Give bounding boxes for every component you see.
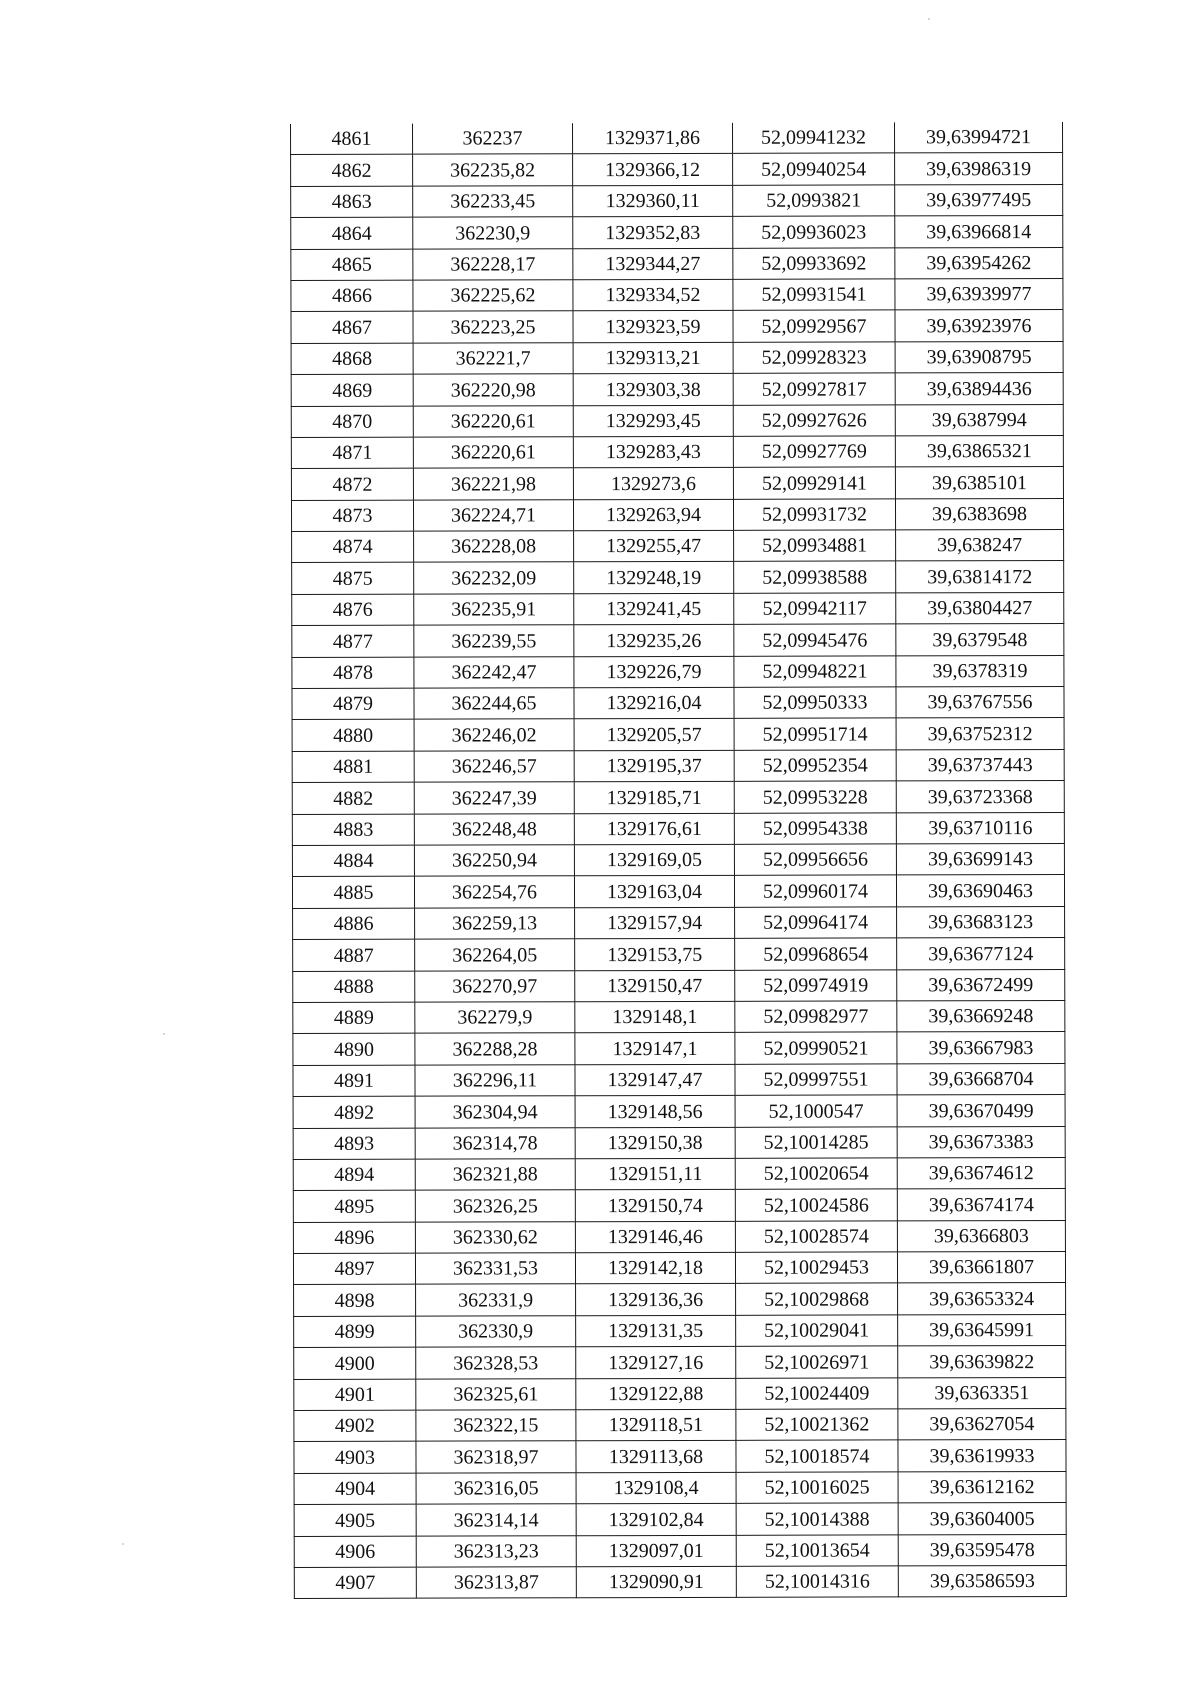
point-number-cell: 4887: [293, 939, 415, 971]
latitude-cell: 52,09931541: [733, 279, 895, 311]
longitude-cell: 39,63690463: [896, 875, 1064, 907]
coordinates-table: [290, 122, 1067, 1599]
x-coordinate-cell: 362220,98: [413, 374, 573, 406]
y-coordinate-cell: 1329148,56: [575, 1095, 735, 1127]
y-coordinate-cell: 1329146,46: [575, 1221, 735, 1253]
point-number-cell: 4881: [292, 751, 414, 783]
point-number-cell: 4905: [294, 1504, 416, 1536]
point-number-cell: 4888: [293, 971, 415, 1003]
longitude-cell: 39,63737443: [896, 749, 1064, 781]
table-row: [294, 1346, 1066, 1379]
point-number-cell: 4877: [292, 625, 414, 657]
latitude-cell: 52,10014388: [736, 1503, 898, 1535]
point-number-cell: 4875: [292, 563, 414, 595]
x-coordinate-cell: 362330,62: [415, 1221, 575, 1253]
latitude-cell: 52,09954338: [734, 813, 896, 845]
point-number-cell: 4862: [291, 155, 413, 187]
point-number-cell: 4893: [293, 1128, 415, 1160]
longitude-cell: 39,63723368: [896, 781, 1064, 813]
table-row: [294, 1565, 1066, 1598]
table-row: [294, 1377, 1066, 1410]
table-row: [293, 1126, 1065, 1159]
latitude-cell: 52,09956656: [734, 844, 896, 876]
longitude-cell: 39,63645991: [898, 1314, 1066, 1346]
point-number-cell: 4871: [291, 437, 413, 469]
table-row: [292, 655, 1064, 688]
latitude-cell: 52,10020654: [735, 1158, 897, 1190]
latitude-cell: 52,09940254: [733, 153, 895, 185]
longitude-cell: 39,63814172: [896, 561, 1064, 593]
y-coordinate-cell: 1329097,01: [576, 1535, 736, 1567]
latitude-cell: 52,09931732: [733, 499, 895, 531]
x-coordinate-cell: 362313,23: [416, 1535, 576, 1567]
point-number-cell: 4884: [292, 845, 414, 877]
latitude-cell: 52,09960174: [734, 875, 896, 907]
x-coordinate-cell: 362313,87: [416, 1567, 576, 1599]
latitude-cell: 52,09964174: [735, 907, 897, 939]
point-number-cell: 4867: [291, 312, 413, 344]
latitude-cell: 52,10016025: [736, 1472, 898, 1504]
y-coordinate-cell: 1329195,37: [574, 750, 734, 782]
point-number-cell: 4878: [292, 657, 414, 689]
latitude-cell: 52,09927817: [733, 373, 895, 405]
longitude-cell: 39,63966814: [895, 216, 1063, 248]
x-coordinate-cell: 362331,53: [415, 1253, 575, 1285]
longitude-cell: 39,63586593: [898, 1565, 1066, 1597]
y-coordinate-cell: 1329205,57: [574, 719, 734, 751]
point-number-cell: 4900: [294, 1347, 416, 1379]
longitude-cell: 39,63683123: [897, 906, 1065, 938]
latitude-cell: 52,09950333: [734, 687, 896, 719]
point-number-cell: 4904: [294, 1473, 416, 1505]
x-coordinate-cell: 362247,39: [414, 782, 574, 814]
table-row: [292, 781, 1064, 814]
table-row: [293, 938, 1065, 971]
y-coordinate-cell: 1329273,6: [573, 468, 733, 500]
point-number-cell: 4898: [294, 1285, 416, 1317]
table-row: [291, 122, 1063, 155]
latitude-cell: 52,10026971: [736, 1346, 898, 1378]
point-number-cell: 4901: [294, 1379, 416, 1411]
y-coordinate-cell: 1329131,35: [576, 1315, 736, 1347]
point-number-cell: 4889: [293, 1002, 415, 1034]
y-coordinate-cell: 1329122,88: [576, 1378, 736, 1410]
table-row: [293, 906, 1065, 939]
latitude-cell: 52,09968654: [735, 938, 897, 970]
latitude-cell: 52,09945476: [734, 624, 896, 656]
y-coordinate-cell: 1329255,47: [574, 530, 734, 562]
longitude-cell: 39,63677124: [897, 938, 1065, 970]
x-coordinate-cell: 362325,61: [416, 1378, 576, 1410]
y-coordinate-cell: 1329102,84: [576, 1504, 736, 1536]
longitude-cell: 39,6378319: [896, 655, 1064, 687]
point-number-cell: 4882: [292, 782, 414, 814]
latitude-cell: 52,09953228: [734, 781, 896, 813]
longitude-cell: 39,63673383: [897, 1126, 1065, 1158]
latitude-cell: 52,10018574: [736, 1440, 898, 1472]
x-coordinate-cell: 362223,25: [413, 311, 573, 343]
y-coordinate-cell: 1329185,71: [574, 782, 734, 814]
x-coordinate-cell: 362322,15: [416, 1410, 576, 1442]
latitude-cell: 52,09936023: [733, 216, 895, 248]
x-coordinate-cell: 362264,05: [415, 939, 575, 971]
table-row: [291, 278, 1063, 311]
table-row: [294, 1503, 1066, 1536]
point-number-cell: 4892: [293, 1096, 415, 1128]
longitude-cell: 39,6379548: [896, 624, 1064, 656]
y-coordinate-cell: 1329334,52: [573, 279, 733, 311]
latitude-cell: 52,10014316: [736, 1566, 898, 1598]
coordinates-table-body: [291, 122, 1067, 1599]
x-coordinate-cell: 362244,65: [414, 688, 574, 720]
table-row: [291, 216, 1063, 249]
y-coordinate-cell: 1329163,04: [574, 876, 734, 908]
table-row: [293, 1032, 1065, 1065]
y-coordinate-cell: 1329371,86: [572, 123, 732, 154]
latitude-cell: 52,09951714: [734, 718, 896, 750]
x-coordinate-cell: 362270,97: [415, 970, 575, 1002]
y-coordinate-cell: 1329169,05: [574, 844, 734, 876]
longitude-cell: 39,63667983: [897, 1032, 1065, 1064]
y-coordinate-cell: 1329366,12: [573, 154, 733, 186]
x-coordinate-cell: 362224,71: [413, 499, 573, 531]
y-coordinate-cell: 1329226,79: [574, 656, 734, 688]
table-row: [292, 561, 1064, 594]
latitude-cell: 52,09927626: [733, 404, 895, 436]
table-row: [292, 530, 1064, 563]
point-number-cell: 4863: [291, 186, 413, 218]
latitude-cell: 52,10021362: [736, 1409, 898, 1441]
longitude-cell: 39,63986319: [895, 153, 1063, 185]
y-coordinate-cell: 1329142,18: [575, 1252, 735, 1284]
table-row: [291, 247, 1063, 280]
table-row: [293, 1000, 1065, 1033]
x-coordinate-cell: 362296,11: [415, 1064, 575, 1096]
table-row: [293, 1252, 1065, 1285]
x-coordinate-cell: 362220,61: [413, 437, 573, 469]
longitude-cell: 39,63923976: [895, 310, 1063, 342]
table-row: [293, 969, 1065, 1002]
x-coordinate-cell: 362230,9: [413, 217, 573, 249]
longitude-cell: 39,6387994: [895, 404, 1063, 436]
latitude-cell: 52,10014285: [735, 1126, 897, 1158]
x-coordinate-cell: 362246,57: [414, 751, 574, 783]
latitude-cell: 52,10024409: [736, 1378, 898, 1410]
table-row: [292, 718, 1064, 751]
x-coordinate-cell: 362318,97: [416, 1441, 576, 1473]
point-number-cell: 4896: [293, 1222, 415, 1254]
longitude-cell: 39,6383698: [895, 498, 1063, 530]
table-row: [294, 1440, 1066, 1473]
x-coordinate-cell: 362221,98: [413, 468, 573, 500]
x-coordinate-cell: 362228,17: [413, 248, 573, 280]
latitude-cell: 52,10013654: [736, 1534, 898, 1566]
longitude-cell: 39,63612162: [898, 1471, 1066, 1503]
y-coordinate-cell: 1329248,19: [574, 562, 734, 594]
x-coordinate-cell: 362331,9: [416, 1284, 576, 1316]
table-row: [292, 624, 1064, 657]
table-row: [294, 1471, 1066, 1504]
x-coordinate-cell: 362246,02: [414, 719, 574, 751]
latitude-cell: 52,09997551: [735, 1064, 897, 1096]
point-number-cell: 4866: [291, 280, 413, 312]
y-coordinate-cell: 1329150,47: [575, 970, 735, 1002]
x-coordinate-cell: 362237: [412, 123, 572, 154]
x-coordinate-cell: 362235,82: [413, 154, 573, 186]
point-number-cell: 4907: [294, 1567, 416, 1599]
table-row: [291, 498, 1063, 531]
y-coordinate-cell: 1329360,11: [573, 185, 733, 217]
longitude-cell: 39,63908795: [895, 341, 1063, 373]
longitude-cell: 39,63627054: [898, 1408, 1066, 1440]
x-coordinate-cell: 362242,47: [414, 656, 574, 688]
longitude-cell: 39,63669248: [897, 1000, 1065, 1032]
y-coordinate-cell: 1329118,51: [576, 1409, 736, 1441]
longitude-cell: 39,63894436: [895, 373, 1063, 405]
table-row: [291, 404, 1063, 437]
longitude-cell: 39,63804427: [896, 592, 1064, 624]
x-coordinate-cell: 362232,09: [414, 562, 574, 594]
y-coordinate-cell: 1329216,04: [574, 687, 734, 719]
y-coordinate-cell: 1329147,1: [575, 1033, 735, 1065]
table-row: [291, 341, 1063, 374]
y-coordinate-cell: 1329323,59: [573, 311, 733, 343]
latitude-cell: 52,09927769: [733, 436, 895, 468]
longitude-cell: 39,638247: [896, 530, 1064, 562]
scan-speck: [928, 18, 930, 20]
x-coordinate-cell: 362304,94: [415, 1096, 575, 1128]
table-row: [293, 1157, 1065, 1190]
x-coordinate-cell: 362220,61: [413, 405, 573, 437]
point-number-cell: 4890: [293, 1034, 415, 1066]
x-coordinate-cell: 362288,28: [415, 1033, 575, 1065]
x-coordinate-cell: 362321,88: [415, 1159, 575, 1191]
point-number-cell: 4876: [292, 594, 414, 626]
x-coordinate-cell: 362248,48: [414, 813, 574, 845]
table-row: [292, 749, 1064, 782]
latitude-cell: 52,09928323: [733, 342, 895, 374]
point-number-cell: 4864: [291, 217, 413, 249]
x-coordinate-cell: 362225,62: [413, 280, 573, 312]
point-number-cell: 4870: [291, 406, 413, 438]
table-row: [293, 1189, 1065, 1222]
x-coordinate-cell: 362316,05: [416, 1473, 576, 1505]
x-coordinate-cell: 362239,55: [414, 625, 574, 657]
latitude-cell: 52,10029041: [736, 1315, 898, 1347]
y-coordinate-cell: 1329176,61: [574, 813, 734, 845]
x-coordinate-cell: 362233,45: [413, 186, 573, 218]
longitude-cell: 39,63674612: [897, 1157, 1065, 1189]
latitude-cell: 52,09929567: [733, 310, 895, 342]
longitude-cell: 39,63699143: [896, 843, 1064, 875]
point-number-cell: 4891: [293, 1065, 415, 1097]
y-coordinate-cell: 1329151,11: [575, 1158, 735, 1190]
latitude-cell: 52,09982977: [735, 1001, 897, 1033]
table-row: [291, 435, 1063, 468]
longitude-cell: 39,63994721: [894, 122, 1062, 153]
longitude-cell: 39,63767556: [896, 687, 1064, 719]
x-coordinate-cell: 362330,9: [416, 1316, 576, 1348]
point-number-cell: 4872: [291, 468, 413, 500]
table-row: [294, 1534, 1066, 1567]
y-coordinate-cell: 1329153,75: [575, 938, 735, 970]
table-row: [291, 153, 1063, 186]
longitude-cell: 39,63939977: [895, 278, 1063, 310]
point-number-cell: 4906: [294, 1536, 416, 1568]
point-number-cell: 4861: [291, 124, 413, 155]
table-row: [291, 310, 1063, 343]
longitude-cell: 39,63674174: [897, 1189, 1065, 1221]
y-coordinate-cell: 1329352,83: [573, 217, 733, 249]
latitude-cell: 52,10029453: [735, 1252, 897, 1284]
table-row: [293, 1220, 1065, 1253]
table-row: [292, 843, 1064, 876]
y-coordinate-cell: 1329150,38: [575, 1127, 735, 1159]
longitude-cell: 39,63954262: [895, 247, 1063, 279]
latitude-cell: 52,09974919: [735, 969, 897, 1001]
y-coordinate-cell: 1329283,43: [573, 436, 733, 468]
latitude-cell: 52,10024586: [735, 1189, 897, 1221]
latitude-cell: 52,10029868: [736, 1283, 898, 1315]
table-row: [293, 1095, 1065, 1128]
table-row: [294, 1408, 1066, 1441]
latitude-cell: 52,09934881: [734, 530, 896, 562]
x-coordinate-cell: 362314,14: [416, 1504, 576, 1536]
longitude-cell: 39,63672499: [897, 969, 1065, 1001]
latitude-cell: 52,09948221: [734, 656, 896, 688]
longitude-cell: 39,63668704: [897, 1063, 1065, 1095]
point-number-cell: 4883: [292, 814, 414, 846]
point-number-cell: 4894: [293, 1159, 415, 1191]
y-coordinate-cell: 1329235,26: [574, 625, 734, 657]
x-coordinate-cell: 362250,94: [414, 845, 574, 877]
y-coordinate-cell: 1329263,94: [573, 499, 733, 531]
longitude-cell: 39,63977495: [895, 184, 1063, 216]
table-row: [291, 373, 1063, 406]
y-coordinate-cell: 1329150,74: [575, 1190, 735, 1222]
point-number-cell: 4873: [291, 500, 413, 532]
longitude-cell: 39,6363351: [898, 1377, 1066, 1409]
longitude-cell: 39,63670499: [897, 1095, 1065, 1127]
latitude-cell: 52,0993821: [733, 185, 895, 217]
table-row: [292, 687, 1064, 720]
point-number-cell: 4869: [291, 374, 413, 406]
latitude-cell: 52,09938588: [734, 561, 896, 593]
longitude-cell: 39,63752312: [896, 718, 1064, 750]
y-coordinate-cell: 1329108,4: [576, 1472, 736, 1504]
x-coordinate-cell: 362328,53: [416, 1347, 576, 1379]
x-coordinate-cell: 362221,7: [413, 342, 573, 374]
scan-speck: [163, 1033, 165, 1035]
y-coordinate-cell: 1329136,36: [576, 1284, 736, 1316]
point-number-cell: 4903: [294, 1442, 416, 1474]
y-coordinate-cell: 1329303,38: [573, 373, 733, 405]
table-row: [291, 184, 1063, 217]
point-number-cell: 4895: [293, 1190, 415, 1222]
latitude-cell: 52,09941232: [732, 122, 894, 153]
point-number-cell: 4880: [292, 720, 414, 752]
y-coordinate-cell: 1329344,27: [573, 248, 733, 280]
longitude-cell: 39,63639822: [898, 1346, 1066, 1378]
table-row: [293, 1063, 1065, 1096]
longitude-cell: 39,6385101: [895, 467, 1063, 499]
y-coordinate-cell: 1329313,21: [573, 342, 733, 374]
y-coordinate-cell: 1329157,94: [575, 907, 735, 939]
point-number-cell: 4886: [293, 908, 415, 940]
point-number-cell: 4885: [292, 877, 414, 909]
x-coordinate-cell: 362228,08: [414, 531, 574, 563]
y-coordinate-cell: 1329147,47: [575, 1064, 735, 1096]
scan-speck: [122, 1543, 124, 1545]
point-number-cell: 4865: [291, 249, 413, 281]
latitude-cell: 52,09990521: [735, 1032, 897, 1064]
point-number-cell: 4902: [294, 1410, 416, 1442]
x-coordinate-cell: 362235,91: [414, 594, 574, 626]
table-row: [291, 467, 1063, 500]
latitude-cell: 52,09933692: [733, 247, 895, 279]
latitude-cell: 52,10028574: [735, 1221, 897, 1253]
longitude-cell: 39,63595478: [898, 1534, 1066, 1566]
point-number-cell: 4897: [293, 1253, 415, 1285]
y-coordinate-cell: 1329127,16: [576, 1347, 736, 1379]
latitude-cell: 52,1000547: [735, 1095, 897, 1127]
point-number-cell: 4874: [292, 531, 414, 563]
latitude-cell: 52,09942117: [734, 593, 896, 625]
table-row: [292, 875, 1064, 908]
table-row: [292, 592, 1064, 625]
x-coordinate-cell: 362259,13: [415, 908, 575, 940]
x-coordinate-cell: 362279,9: [415, 1002, 575, 1034]
table-row: [294, 1283, 1066, 1316]
longitude-cell: 39,63710116: [896, 812, 1064, 844]
longitude-cell: 39,6366803: [897, 1220, 1065, 1252]
table-row: [292, 812, 1064, 845]
point-number-cell: 4899: [294, 1316, 416, 1348]
table-row: [294, 1314, 1066, 1347]
x-coordinate-cell: 362314,78: [415, 1127, 575, 1159]
longitude-cell: 39,63865321: [895, 435, 1063, 467]
y-coordinate-cell: 1329113,68: [576, 1441, 736, 1473]
longitude-cell: 39,63619933: [898, 1440, 1066, 1472]
x-coordinate-cell: 362326,25: [415, 1190, 575, 1222]
y-coordinate-cell: 1329148,1: [575, 1001, 735, 1033]
y-coordinate-cell: 1329241,45: [574, 593, 734, 625]
latitude-cell: 52,09952354: [734, 750, 896, 782]
longitude-cell: 39,63604005: [898, 1503, 1066, 1535]
point-number-cell: 4879: [292, 688, 414, 720]
longitude-cell: 39,63653324: [898, 1283, 1066, 1315]
y-coordinate-cell: 1329090,91: [576, 1566, 736, 1598]
x-coordinate-cell: 362254,76: [414, 876, 574, 908]
y-coordinate-cell: 1329293,45: [573, 405, 733, 437]
point-number-cell: 4868: [291, 343, 413, 375]
latitude-cell: 52,09929141: [733, 467, 895, 499]
longitude-cell: 39,63661807: [897, 1252, 1065, 1284]
